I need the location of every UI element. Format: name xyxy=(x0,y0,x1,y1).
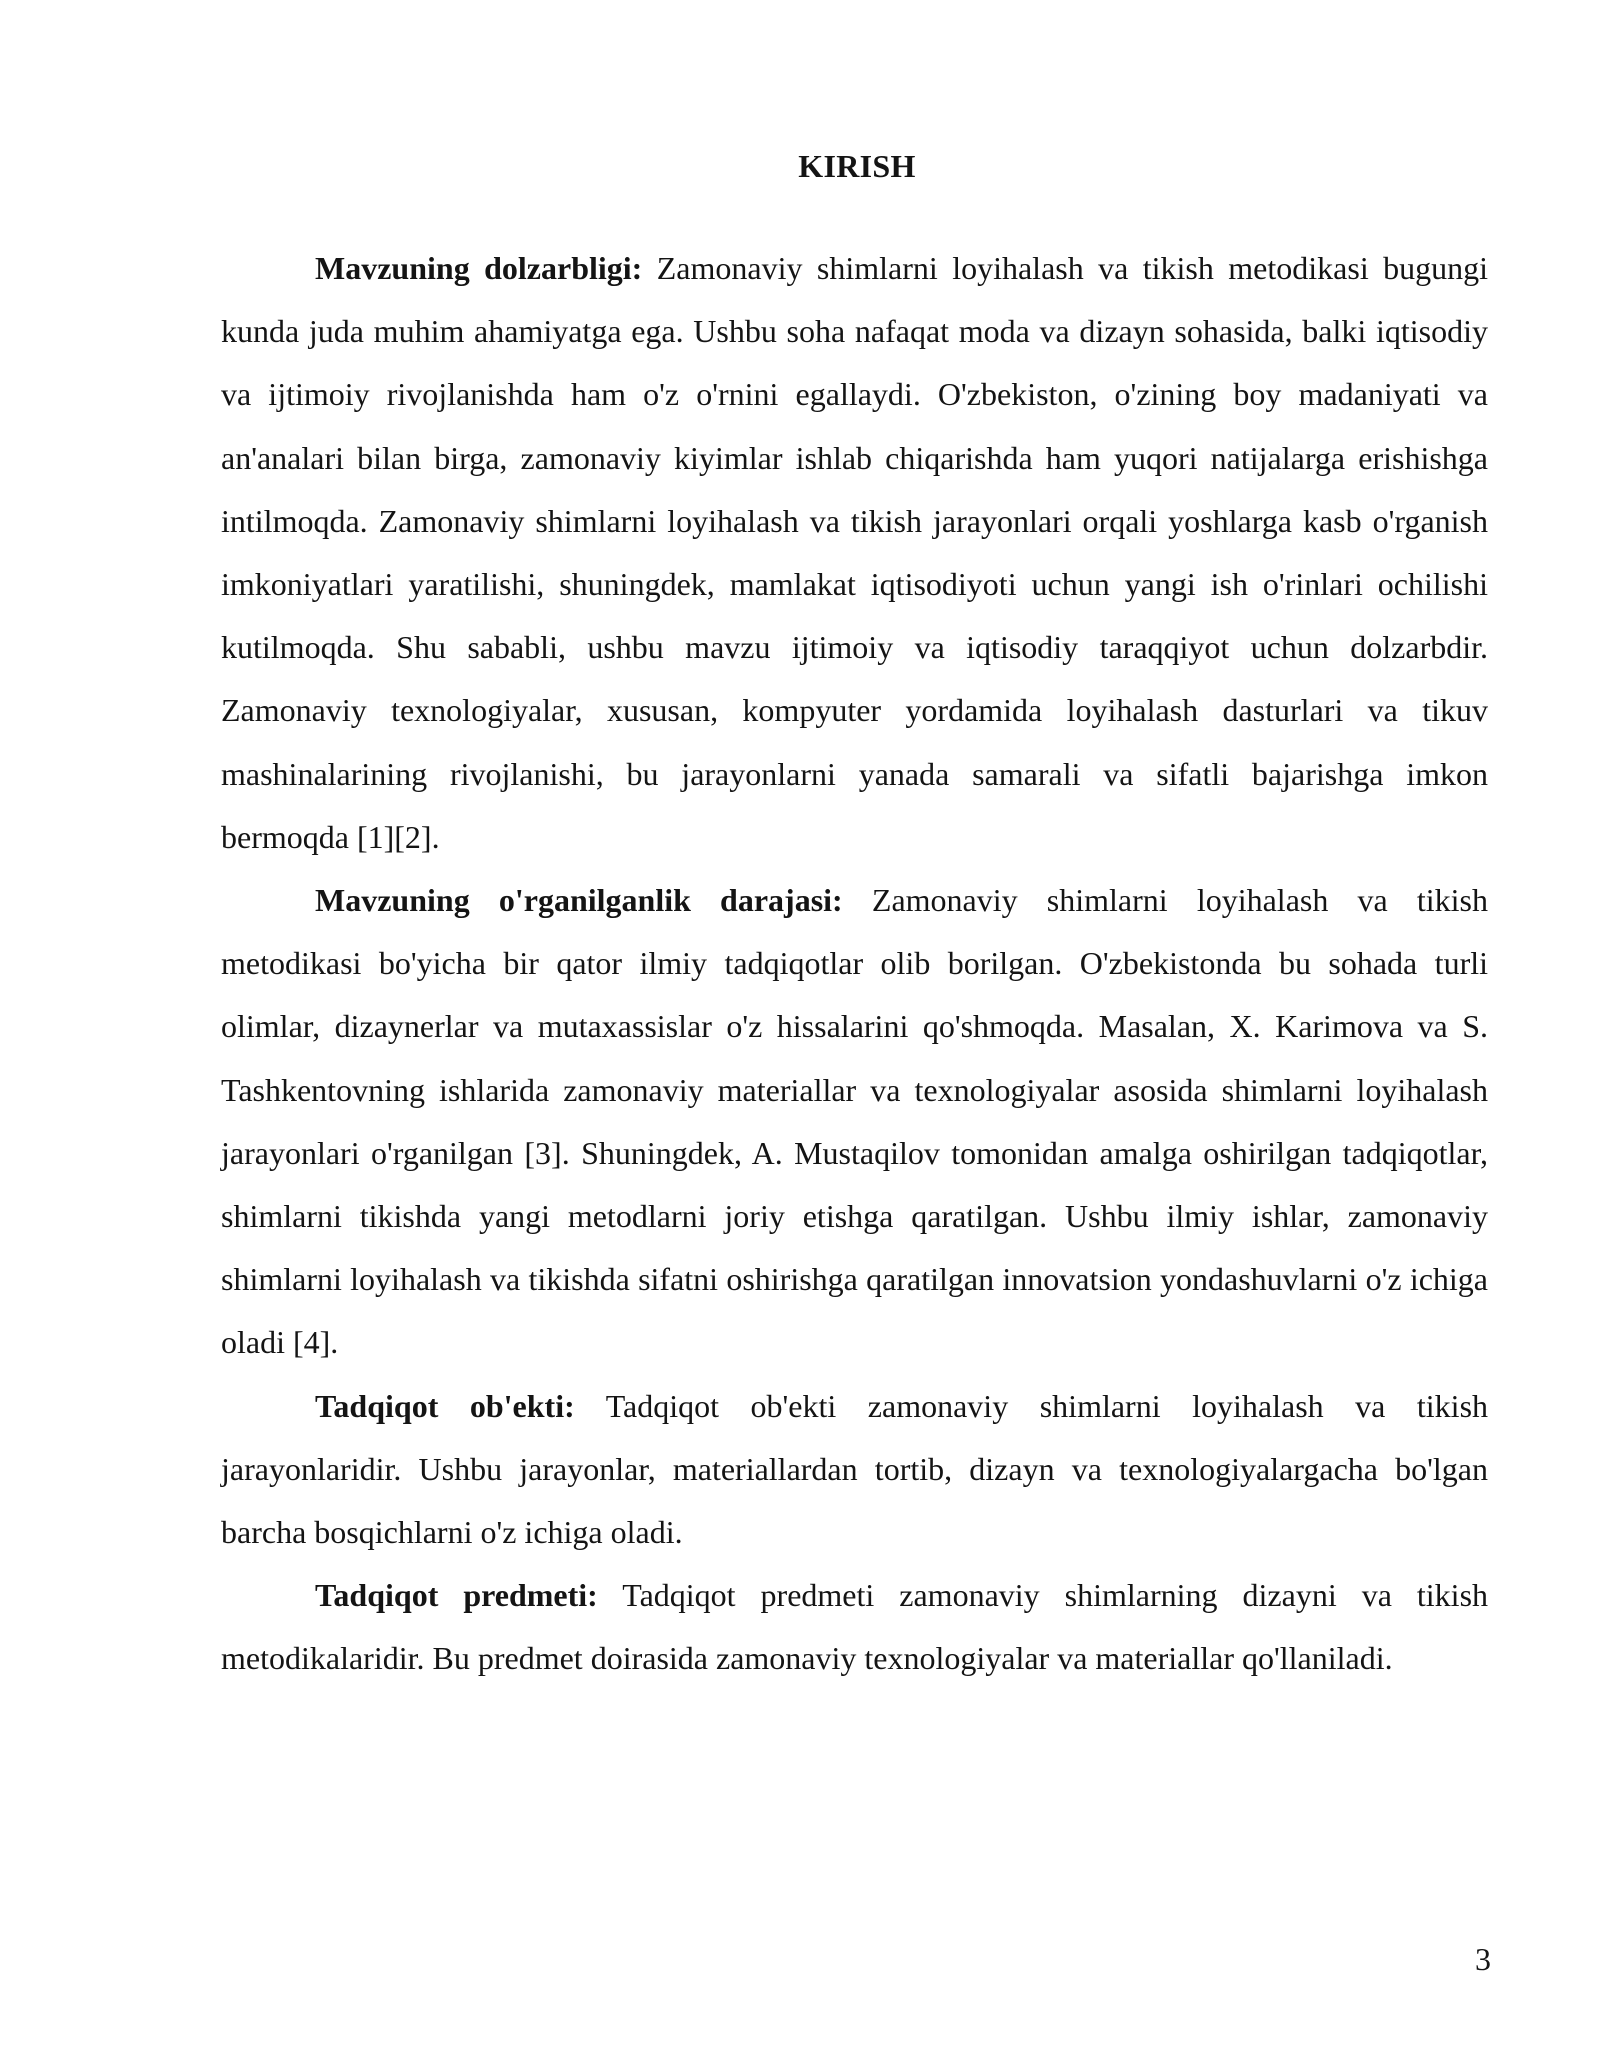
paragraph-text: Tadqiqot predmeti zamonaviy shimlarning dizayni va tikish metodikalaridir. Bu predmet doirasida zamonaviy texnologiyalar va materiallar qo'llaniladi. xyxy=(221,1577,1489,1677)
page-number: 3 xyxy=(1475,1941,1491,1977)
page-title: KIRISH xyxy=(798,148,916,184)
paragraph-text: Zamonaviy shimlarni loyihalash va tikish metodikasi bugungi kunda juda muhim ahamiyatga ega. Ushbu soha nafaqat moda va dizayn sohasida, balki iqtisodiy va ijtimoiy rivojlanishda ham o'z o'rnini egallaydi. O'zbekiston, o'zining boy madaniyati va an'analari bilan birga, zamonaviy kiyimlar ishlab chiqarishda ham yuqori natijalarga erishishga intilmoqda. Zamonaviy shimlarni loyihalash va tikish jarayonlari orqali yoshlarga kasb o'rganish imkoniyatlari yaratilishi, shuningdek, mamlakat iqtisodiyoti uchun yangi ish o'rinlari ochilishi kutilmoqda. Shu sababli, ushbu mavzu ijtimoiy va iqtisodiy taraqqiyot uchun dolzarbdir. Zamonaviy texnologiyalar, xususan, kompyuter yordamida loyihalash dasturlari va tikuv mashinalarining rivojlanishi, bu jarayonlarni yanada samarali va sifatli bajarishga imkon bermoqda [1][2]. xyxy=(221,250,1489,855)
paragraph-heading: Tadqiqot ob'ekti: xyxy=(315,1387,575,1424)
document-body xyxy=(221,237,1488,1691)
paragraph-research-subject xyxy=(221,1564,1488,1690)
paragraph-relevance xyxy=(221,237,1488,869)
paragraph-heading: Tadqiqot predmeti: xyxy=(315,1577,598,1614)
paragraph-heading: Mavzuning o'rganilganlik darajasi: xyxy=(315,882,843,919)
paragraph-heading: Mavzuning dolzarbligi: xyxy=(315,250,643,286)
paragraph-study-degree xyxy=(221,869,1488,1375)
paragraph-research-object xyxy=(221,1375,1488,1565)
paragraph-text: Zamonaviy shimlarni loyihalash va tikish metodikasi bo'yicha bir qator ilmiy tadqiqotlar olib borilgan. O'zbekistonda bu sohada turli olimlar, dizaynerlar va mutaxassislar o'z hissalarini qo'shmoqda. Masalan, X. Karimova va S. Tashkentovning ishlarida zamonaviy materiallar va texnologiyalar asosida shimlarni loyihalash jarayonlari o'rganilgan [3]. Shuningdek, A. Mustaqilov tomonidan amalga oshirilgan tadqiqotlar, shimlarni tikishda yangi metodlarni joriy etishga qaratilgan. Ushbu ilmiy ishlar, zamonaviy shimlarni loyihalash va tikishda sifatni oshirishga qaratilgan innovatsion yondashuvlarni o'z ichiga oladi [4]. xyxy=(221,882,1489,1361)
paragraph-text: Tadqiqot ob'ekti zamonaviy shimlarni loyihalash va tikish jarayonlaridir. Ushbu jarayonlar, materiallardan tortib, dizayn va texnologiyalargacha bo'lgan barcha bosqichlarni o'z ichiga oladi. xyxy=(221,1387,1489,1551)
